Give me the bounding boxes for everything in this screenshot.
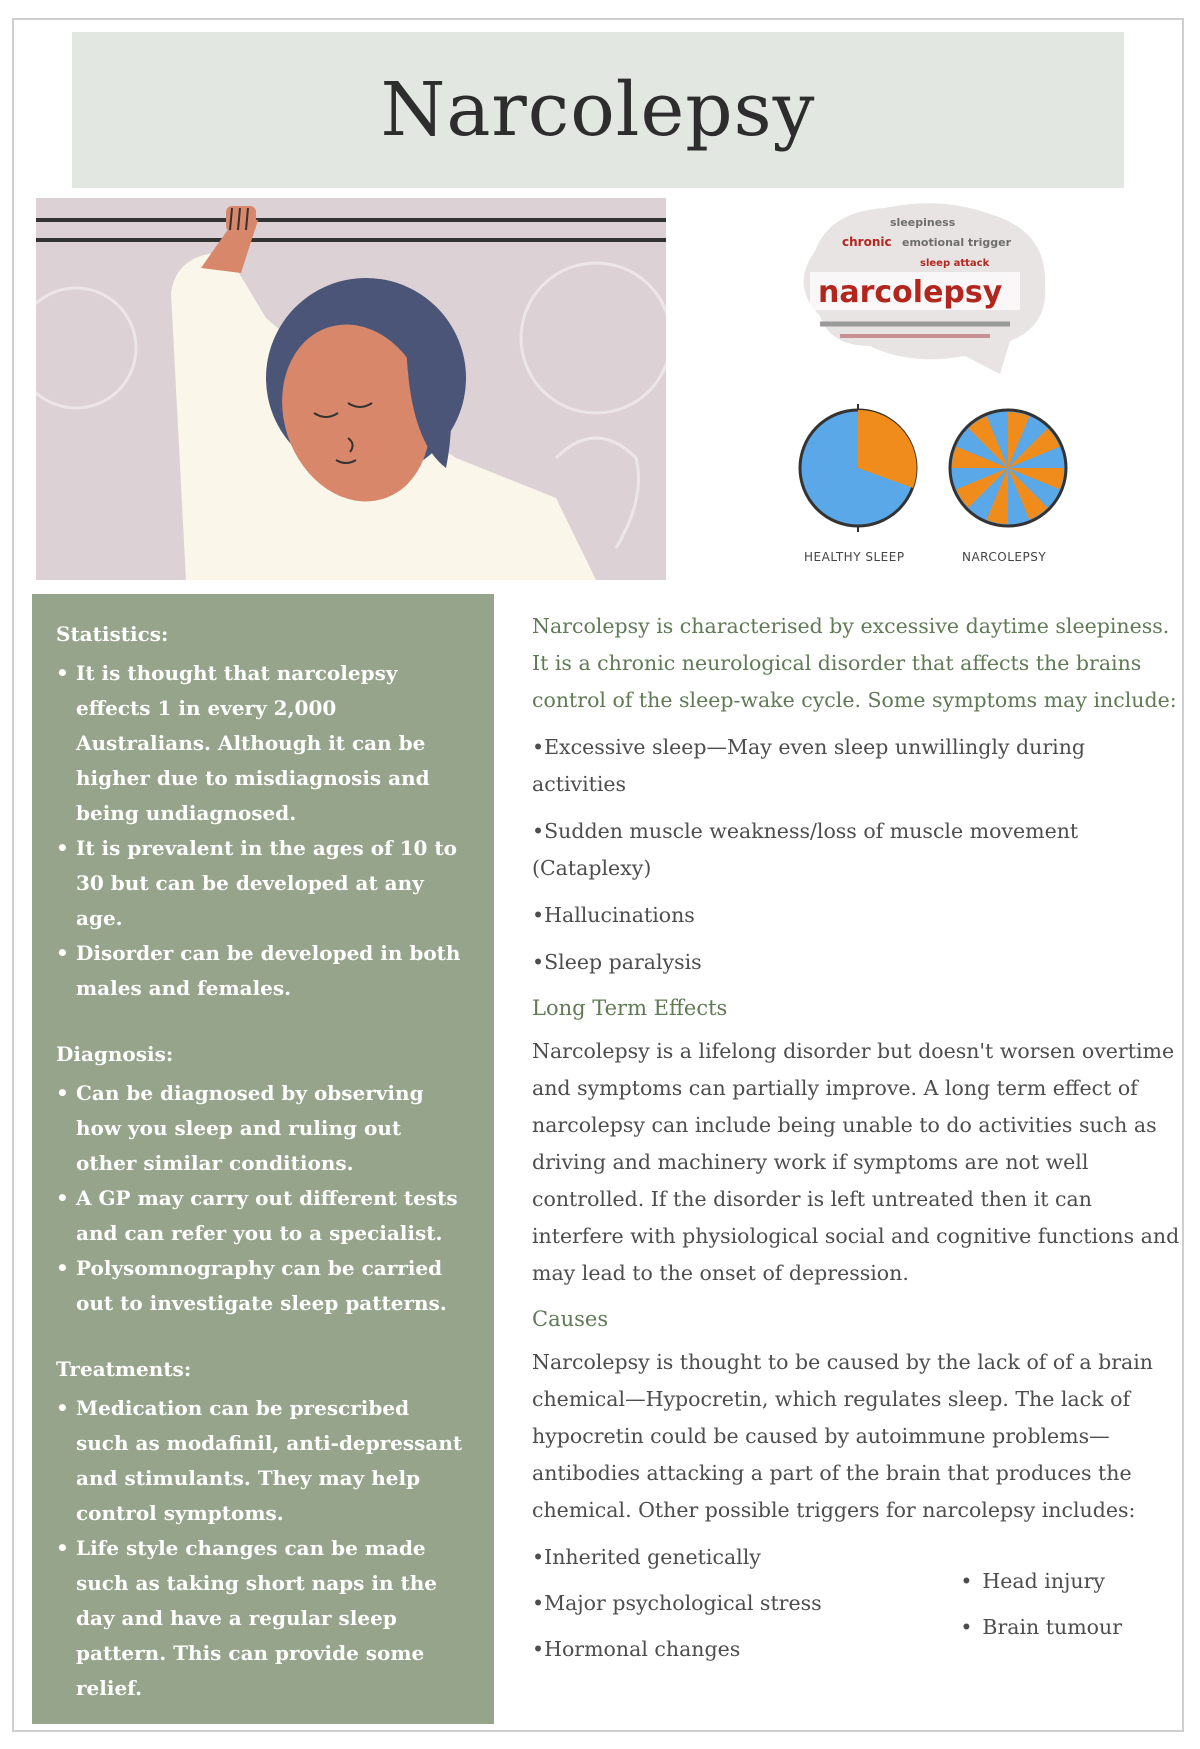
cloud-word-narcolepsy: narcolepsy <box>818 275 1003 310</box>
list-item: • Polysomnography can be carried out to investigate sleep patterns. <box>56 1251 468 1321</box>
list-item: •Hormonal changes <box>532 1637 741 1661</box>
list-item: • Can be diagnosed by observing how you sleep and ruling out other similar conditions. <box>56 1076 468 1181</box>
list-item: • A GP may carry out different tests and can refer you to a specialist. <box>56 1181 468 1251</box>
info-sidebar <box>32 594 494 1724</box>
symptom-item: •Sudden muscle weakness/loss of muscle movement (Cataplexy) <box>532 819 1079 880</box>
treatments-list <box>56 1391 468 1706</box>
symptom-item: •Sleep paralysis <box>532 950 702 974</box>
intro-paragraph: Narcolepsy is characterised by excessive daytime sleepiness. It is a chronic neurological disorder that affects the brains control of the sleep-wake cycle. Some symptoms may include: <box>532 614 1177 712</box>
healthy-sleep-pie <box>800 404 917 532</box>
sleeping-woman-illustration <box>36 198 666 580</box>
page-title: Narcolepsy <box>380 67 816 153</box>
treatments-heading: Treatments: <box>56 1357 192 1381</box>
main-content <box>532 608 1182 1677</box>
symptom-item: •Excessive sleep—May even sleep unwillingly during activities <box>532 735 1086 796</box>
narcolepsy-word-cloud <box>790 196 1060 386</box>
list-item: •Inherited genetically <box>532 1545 761 1569</box>
cloud-word-sleepiness: sleepiness <box>890 216 956 229</box>
causes-heading: Causes <box>532 1307 609 1331</box>
list-item: •Major psychological stress <box>532 1591 822 1615</box>
symptom-item: •Hallucinations <box>532 903 695 927</box>
triggers-right-column <box>960 1563 1122 1677</box>
list-item: • Medication can be prescribed such as modafinil, anti-depressant and stimulants. They may help control symptoms. <box>56 1391 468 1531</box>
healthy-sleep-label: HEALTHY SLEEP <box>804 550 905 564</box>
narcolepsy-label: NARCOLEPSY <box>962 550 1047 564</box>
triggers-list <box>532 1539 1182 1677</box>
cloud-word-chronic: chronic <box>842 235 892 249</box>
title-banner <box>72 32 1124 188</box>
causes-text: Narcolepsy is thought to be caused by the lack of of a brain chemical—Hypocretin, which regulates sleep. The lack of hypocretin could be caused by autoimmune problems—antibodies attacking a part of the brain that produces the chemical. Other possible triggers for narcolepsy includes: <box>532 1350 1153 1522</box>
diagnosis-heading: Diagnosis: <box>56 1042 174 1066</box>
diagnosis-list <box>56 1076 468 1321</box>
cloud-word-emotional-trigger: emotional trigger <box>902 236 1012 249</box>
list-item: • Disorder can be developed in both males and females. <box>56 936 468 1006</box>
long-term-effects-heading: Long Term Effects <box>532 996 728 1020</box>
list-item: • Life style changes can be made such as taking short naps in the day and have a regular sleep pattern. This can provide some relief. <box>56 1531 468 1706</box>
list-item: • Brain tumour <box>960 1609 1122 1645</box>
list-item: • It is thought that narcolepsy effects 1 in every 2,000 Australians. Although it can be higher due to misdiagnosis and being undiagnosed. <box>56 656 468 831</box>
triggers-left-column <box>532 1539 822 1677</box>
list-item: • Head injury <box>960 1563 1122 1599</box>
long-term-effects-text: Narcolepsy is a lifelong disorder but doesn't worsen overtime and symptoms can partially improve. A long term effect of narcolepsy can include being unable to do activities such as driving and machinery work if symptoms are not well controlled. If the disorder is left untreated then it can interfere with physiological social and cognitive functions and may lead to the onset of depression. <box>532 1039 1180 1285</box>
statistics-heading: Statistics: <box>56 622 169 646</box>
narcolepsy-pie <box>950 410 1066 526</box>
sleep-pies-svg <box>776 384 1092 544</box>
cloud-word-sleep-attack: sleep attack <box>920 258 990 269</box>
list-item: • It is prevalent in the ages of 10 to 30 but can be developed at any age. <box>56 831 468 936</box>
statistics-list <box>56 656 468 1006</box>
sleep-cycle-comparison <box>776 384 1092 574</box>
